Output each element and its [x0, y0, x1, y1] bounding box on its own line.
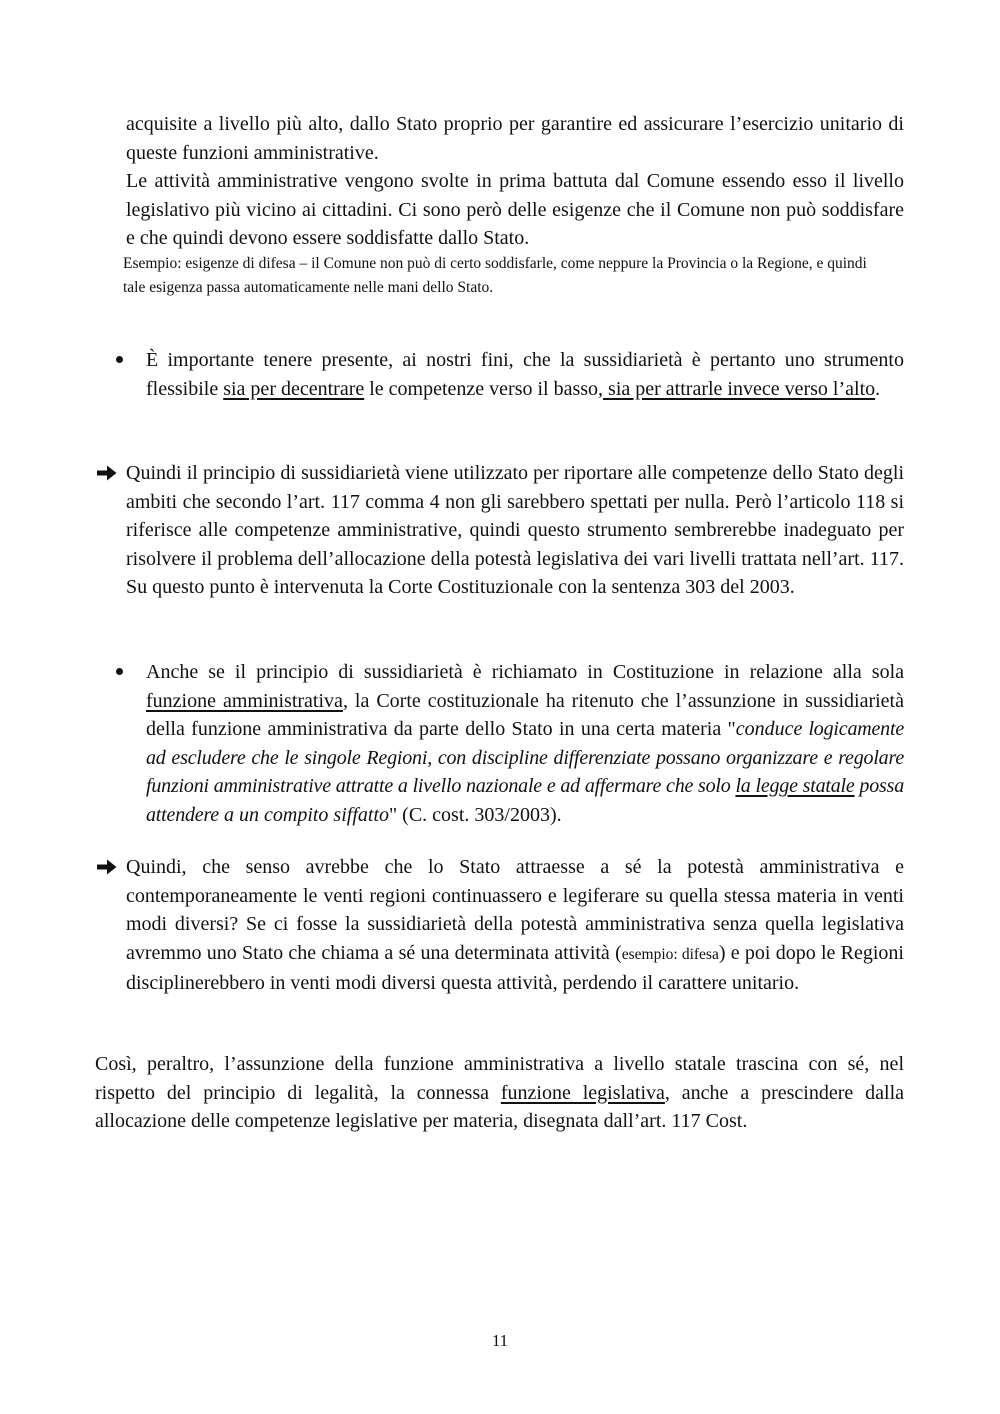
right-arrow-icon	[96, 858, 118, 876]
underlined-phrase-decentrare: sia per decentrare	[223, 377, 365, 400]
italic-quote-end: a un compito siffatto	[219, 803, 389, 826]
italic-quote: logicamente ad escludere che le singole Regioni, con discipline differenziate possano organizzare e regolare funzioni amministrative attratte a livello nazionale e ad affermare che solo	[146, 718, 904, 797]
arrow-paragraph-senso	[126, 853, 904, 998]
text-run: ) e poi dopo le Regioni disciplinerebbero in venti modi diversi questa attività, perdendo il carattere unitario.	[126, 941, 904, 994]
underlined-italic-legge-statale: la legge statale	[735, 775, 855, 797]
page-number: 11	[491, 1331, 509, 1350]
arrow-paragraph-sussidiarieta: Quindi il principio di sussidiarietà viene utilizzato per riportare alle competenze dello Stato degli ambiti che secondo l’art. 117 comma 4 non gli sarebbero spettati per nulla. Però l’articolo 118 si riferisce alle competenze amministrative, quindi questo strumento sembrerebbe inadeguato per risolvere il problema dell’allocazione della potestà legislativa dei vari livelli trattata nell’art. 117. Su questo punto è intervenuta la Corte Costituzionale con la sentenza 303 del 2003.	[126, 462, 904, 598]
text-run: le competenze verso il basso,	[364, 377, 604, 400]
closing-paragraph	[95, 1050, 904, 1136]
right-arrow-icon	[96, 464, 118, 482]
italic-quote: possa attendere	[146, 775, 905, 826]
text-run: Anche se il principio di sussidiarietà è richiamato in Costituzione in relazione alla sola	[146, 661, 904, 683]
text-run: , anche a prescindere dalla allocazione delle competenze legislative per materia, disegnata dall’art. 117 Cost.	[95, 1081, 904, 1132]
text-run: Quindi, che senso avrebbe che lo Stato attraesse a sé la potestà amministrativa e contemporaneamente le venti regioni continuassero e legiferare su quella stessa materia in venti modi diversi? Se ci fosse la sussidiarietà della potestà amministrativa senza quella legislativa avremmo uno Stato che chiama a sé una determinata attività (	[126, 856, 904, 964]
italic-quote-start: conduce	[735, 718, 803, 740]
text-run: È importante tenere presente, ai nostri fini, che la sussidiarietà è pertanto uno strumento flessibile	[146, 349, 904, 400]
citation: " (C. cost. 303/2003).	[389, 803, 562, 826]
text-run: Così, peraltro, l’assunzione della funzione amministrativa a livello statale trascina con sé, nel rispetto del principio di legalità, la connessa	[95, 1053, 904, 1104]
small-example-note: esempio: difesa	[621, 945, 719, 963]
paragraph-continuation: acquisite a livello più alto, dallo Stato proprio per garantire ed assicurare l’esercizio unitario di queste funzioni amministrative.	[126, 113, 904, 164]
example-note: Esempio: esigenze di difesa – il Comune non può di certo soddisfarle, come neppure la Provincia o la Regione, e quindi tale esigenza passa automaticamente nelle mani dello Stato.	[123, 255, 867, 296]
text-run: , la Corte costituzionale ha ritenuto che l’assunzione in sussidiarietà della funzione amministrativa da parte dello Stato in una certa materia "	[146, 689, 904, 740]
paragraph-administrative-activities: Le attività amministrative vengono svolte in prima battuta dal Comune essendo esso il livello legislativo più vicino ai cittadini. Ci sono però delle esigenze che il Comune non può soddisfare e che quindi devono essere soddisfatte dallo Stato.	[126, 170, 904, 249]
underlined-phrase-funzione-legislativa: funzione legislativa	[500, 1081, 665, 1104]
bullet-dot-icon	[116, 668, 123, 675]
bullet-paragraph-flexibility	[146, 346, 904, 403]
bullet-dot-icon	[116, 356, 123, 363]
bullet-paragraph-corte-costituzionale	[146, 658, 904, 829]
underlined-phrase-attrarle: sia per attrarle invece verso l’alto	[603, 377, 876, 400]
underlined-phrase-funzione-amministrativa: funzione amministrativa	[146, 689, 343, 712]
text-run: .	[875, 377, 881, 400]
